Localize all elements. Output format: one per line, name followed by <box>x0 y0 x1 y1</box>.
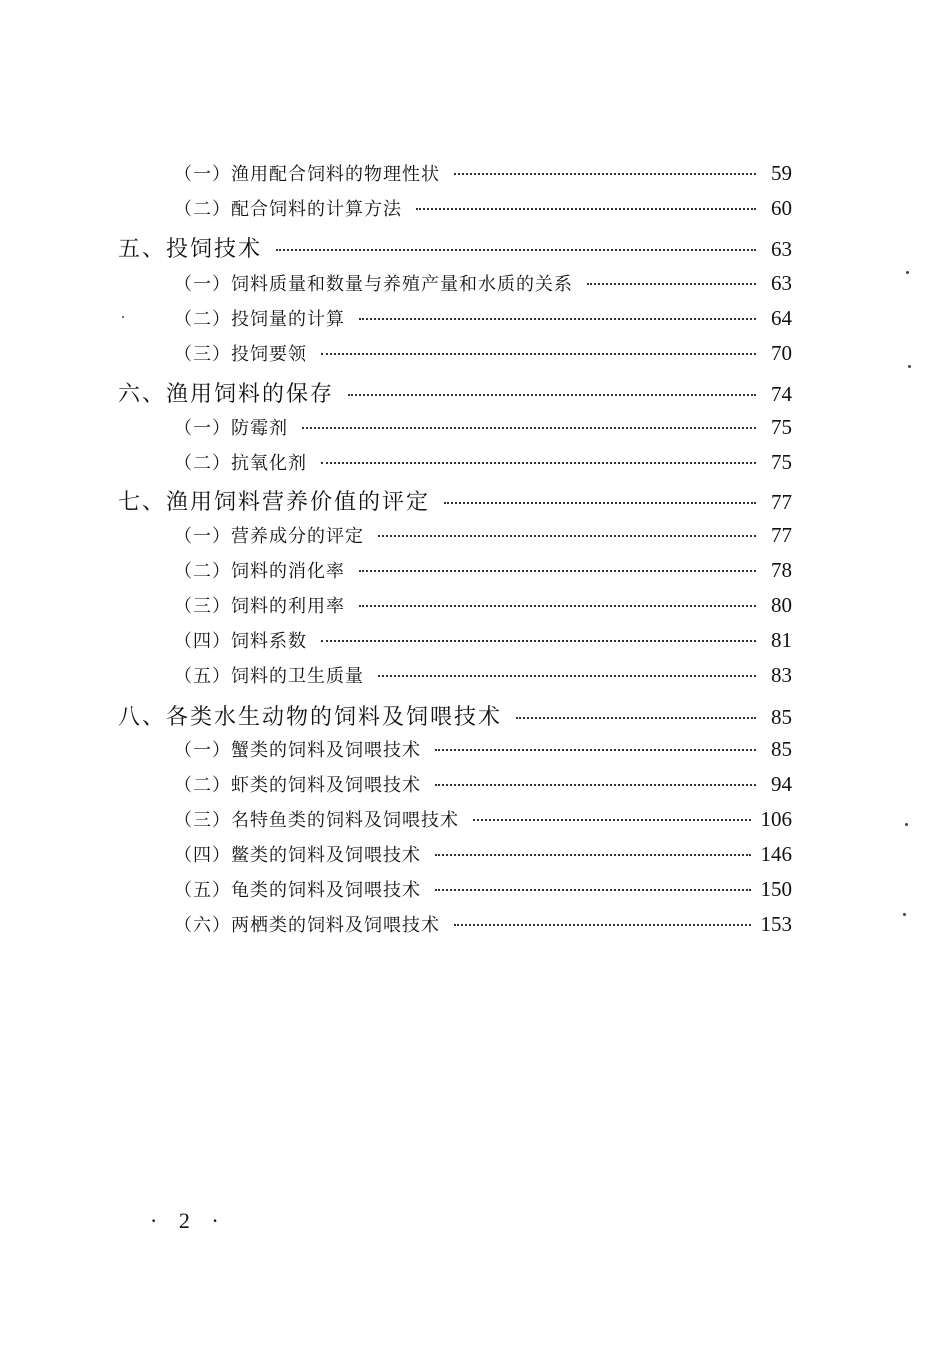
section-title: 七、渔用饲料营养价值的评定 <box>118 490 431 515</box>
page-number: 63 <box>771 271 792 295</box>
toc-section-entry[interactable] <box>118 377 792 411</box>
entry-title: （一）饲料质量和数量与养殖产量和水质的关系 <box>174 274 573 295</box>
toc-entry[interactable] <box>174 841 792 875</box>
dot-leader <box>348 394 756 396</box>
dot-leader <box>378 675 756 677</box>
dot-leader <box>416 208 756 210</box>
entry-title: （六）两栖类的饲料及饲喂技术 <box>174 915 440 936</box>
toc-entry[interactable] <box>174 771 792 805</box>
scan-speck <box>905 823 908 826</box>
toc-section-entry[interactable] <box>118 485 792 519</box>
page-number: 94 <box>771 772 792 796</box>
scan-speck <box>906 271 909 274</box>
entry-title: （一）防霉剂 <box>174 418 288 439</box>
dot-leader <box>321 353 756 355</box>
page-number: 146 <box>760 842 792 866</box>
page-number: 77 <box>771 523 792 547</box>
page-number: 70 <box>771 341 792 365</box>
dot-leader <box>302 427 756 429</box>
entry-title: （一）营养成分的评定 <box>174 526 364 547</box>
toc-entry[interactable] <box>174 160 792 194</box>
dot-leader <box>435 854 751 856</box>
dot-leader <box>359 605 756 607</box>
dot-leader <box>435 889 751 891</box>
entry-title: （一）蟹类的饲料及饲喂技术 <box>174 740 421 761</box>
entry-title: （三）饲料的利用率 <box>174 596 345 617</box>
entry-title: （四）饲料系数 <box>174 631 307 652</box>
toc-section-entry[interactable] <box>118 232 792 266</box>
toc-entry[interactable] <box>174 270 792 304</box>
toc-entry[interactable] <box>174 195 792 229</box>
entry-title: （二）配合饲料的计算方法 <box>174 199 402 220</box>
page-number: 74 <box>771 382 792 406</box>
page-number: 150 <box>760 877 792 901</box>
scan-speck <box>908 365 911 368</box>
entry-title: （一）渔用配合饲料的物理性状 <box>174 164 440 185</box>
page-number: 64 <box>771 306 792 330</box>
dot-leader <box>454 924 751 926</box>
toc-entry[interactable] <box>174 557 792 591</box>
dot-leader <box>587 283 756 285</box>
toc-entry[interactable] <box>174 592 792 626</box>
entry-title: （二）抗氧化剂 <box>174 453 307 474</box>
toc-entry[interactable] <box>174 806 792 840</box>
dot-leader <box>516 717 756 719</box>
toc-entry[interactable] <box>174 340 792 374</box>
dot-leader <box>378 535 756 537</box>
dot-leader <box>435 749 756 751</box>
section-title: 六、渔用饲料的保存 <box>118 382 335 407</box>
page-number: 83 <box>771 663 792 687</box>
dot-leader <box>435 784 756 786</box>
page-number: 80 <box>771 593 792 617</box>
page-number: 77 <box>771 490 792 514</box>
page-number: 78 <box>771 558 792 582</box>
dot-leader <box>444 502 756 504</box>
dot-leader <box>473 819 751 821</box>
page-number: 153 <box>760 912 792 936</box>
entry-title: （五）饲料的卫生质量 <box>174 666 364 687</box>
dot-leader <box>321 462 756 464</box>
page-number: 85 <box>771 705 792 729</box>
toc-entry[interactable] <box>174 522 792 556</box>
dot-leader <box>321 640 756 642</box>
toc-entry[interactable] <box>174 736 792 770</box>
toc-entry[interactable] <box>174 911 792 945</box>
page-number: 60 <box>771 196 792 220</box>
dot-leader <box>359 570 756 572</box>
section-title: 五、投饲技术 <box>118 237 263 262</box>
page-number: 75 <box>771 415 792 439</box>
scan-speck <box>122 316 124 318</box>
page-number: 75 <box>771 450 792 474</box>
toc-entry[interactable] <box>174 627 792 661</box>
page-number: 81 <box>771 628 792 652</box>
page-number: 106 <box>760 807 792 831</box>
toc-entry[interactable] <box>174 876 792 910</box>
page-folio: · 2 · <box>150 1208 227 1233</box>
entry-title: （三）名特鱼类的饲料及饲喂技术 <box>174 810 459 831</box>
toc-section-entry[interactable] <box>118 700 792 734</box>
dot-leader <box>276 249 756 251</box>
entry-title: （五）龟类的饲料及饲喂技术 <box>174 880 421 901</box>
toc-entry[interactable] <box>174 305 792 339</box>
toc-entry[interactable] <box>174 449 792 483</box>
dot-leader <box>359 318 756 320</box>
toc-entry[interactable] <box>174 414 792 448</box>
entry-title: （四）鳖类的饲料及饲喂技术 <box>174 845 421 866</box>
entry-title: （二）投饲量的计算 <box>174 309 345 330</box>
entry-title: （二）饲料的消化率 <box>174 561 345 582</box>
page-number: 59 <box>771 161 792 185</box>
page-number: 85 <box>771 737 792 761</box>
dot-leader <box>454 173 756 175</box>
scan-speck <box>903 913 906 916</box>
section-title: 八、各类水生动物的饲料及饲喂技术 <box>118 705 503 730</box>
toc-entry[interactable] <box>174 662 792 696</box>
entry-title: （二）虾类的饲料及饲喂技术 <box>174 775 421 796</box>
page-number: 63 <box>771 237 792 261</box>
entry-title: （三）投饲要领 <box>174 344 307 365</box>
